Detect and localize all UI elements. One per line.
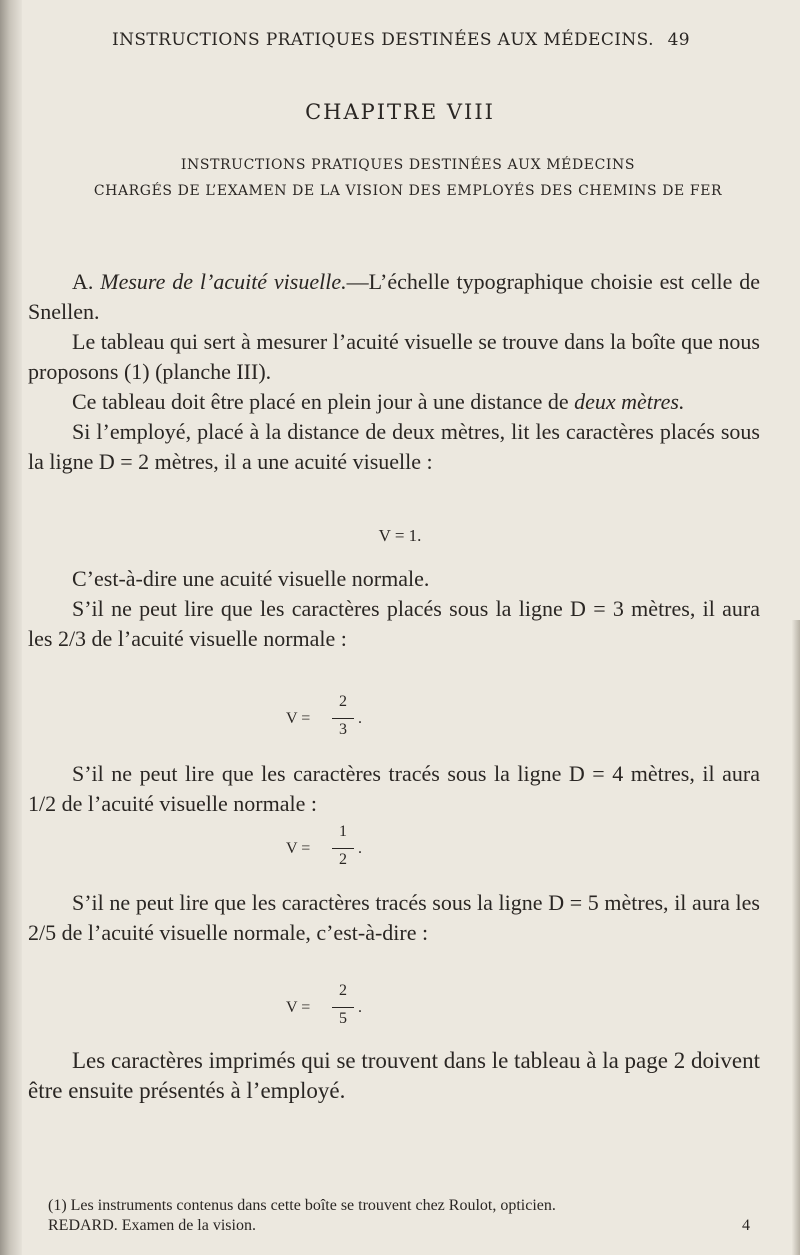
footnote	[48, 1196, 760, 1236]
running-head-title: INSTRUCTIONS PRATIQUES DESTINÉES AUX MÉDECINS.	[112, 30, 654, 50]
section-heading: Mesure de l’acuité visuelle.	[100, 269, 347, 294]
fraction-denominator: 5	[339, 1010, 347, 1027]
page-number: 49	[667, 30, 690, 50]
section-lead: —L’échelle typographique choisie est celle de Snellen.	[28, 269, 760, 324]
paragraph-5: S’il ne peut lire que les caractères placés sous la ligne D = 3 mètres, il aura les 2/3 de l’acuité visuelle normale :	[28, 596, 760, 651]
paragraph-1-tail: (planche III).	[149, 359, 272, 384]
fraction-bar	[332, 718, 354, 719]
equation-period: .	[358, 999, 362, 1016]
fraction-denominator: 2	[339, 851, 347, 868]
paragraph-8: Les caractères imprimés qui se trouvent dans le tableau à la page 2 doivent être ensuite présentés à l’employé.	[28, 1048, 760, 1103]
author-name: REDARD.	[48, 1217, 118, 1234]
book-binding-shadow	[0, 0, 22, 1255]
equation-v-equals-1: V = 1.	[378, 526, 422, 545]
chapter-subtitle	[28, 152, 788, 204]
paragraph-2-emphasis: deux mètres.	[574, 389, 685, 414]
paragraph-2-text: Ce tableau doit être placé en plein jour à une distance de	[72, 389, 575, 414]
book-title: Examen de la vision.	[121, 1217, 256, 1234]
equation-variable: V =	[286, 840, 311, 857]
paragraph-6: S’il ne peut lire que les caractères tracés sous la ligne D = 4 mètres, il aura 1/2 de l’acuité visuelle normale :	[28, 761, 760, 816]
fraction-numerator: 1	[339, 823, 347, 840]
running-head	[112, 30, 690, 50]
chapter-subtitle-line1: INSTRUCTIONS PRATIQUES DESTINÉES AUX MÉDECINS	[180, 157, 636, 173]
body-text-block-1	[28, 267, 760, 477]
equation-variable: V =	[286, 999, 311, 1016]
fraction-bar	[332, 848, 354, 849]
section-label: A.	[72, 269, 94, 294]
footnote-source	[48, 1216, 256, 1236]
chapter-subtitle-line2: CHARGÉS DE L’EXAMEN DE LA VISION DES EMPLOYÉS DES CHEMINS DE FER	[93, 183, 723, 199]
equation-period: .	[358, 710, 362, 727]
footnote-text: (1) Les instruments contenus dans cette boîte se trouvent chez Roulot, opticien.	[48, 1197, 556, 1214]
fraction-numerator: 2	[339, 693, 347, 710]
body-text-block-4	[28, 888, 760, 948]
paragraph-3: Si l’employé, placé à la distance de deux mètres, lit les caractères placés sous la ligne D = 2 mètres, il a une acuité visuelle :	[28, 419, 760, 474]
footnote-signature-line	[48, 1216, 760, 1236]
equation-variable: V =	[286, 710, 311, 727]
equation-one-half	[0, 823, 800, 877]
body-text-block-5	[28, 1046, 760, 1106]
paragraph-7: S’il ne peut lire que les caractères tracés sous la ligne D = 5 mètres, il aura les 2/5 de l’acuité visuelle normale, c’est-à-dire :	[28, 890, 760, 945]
section-a-paragraph	[28, 267, 760, 327]
equation-two-thirds	[0, 693, 800, 747]
signature-mark: 4	[742, 1217, 750, 1234]
paragraph-4: C’est-à-dire une acuité visuelle normale.	[72, 566, 430, 591]
fraction-denominator: 3	[339, 721, 347, 738]
equation-two-fifths	[0, 982, 800, 1036]
paragraph-1-text: Le tableau qui sert à mesurer l’acuité visuelle se trouve dans la boîte que nous proposons	[28, 329, 760, 384]
fraction-bar	[332, 1007, 354, 1008]
body-text-block-2	[28, 564, 760, 654]
paragraph-1	[28, 327, 760, 387]
chapter-title: CHAPITRE VIII	[305, 100, 495, 124]
equation-period: .	[358, 840, 362, 857]
paragraph-2	[28, 387, 760, 417]
footnote-ref: (1)	[123, 359, 150, 384]
fraction-numerator: 2	[339, 982, 347, 999]
body-text-block-3	[28, 759, 760, 819]
